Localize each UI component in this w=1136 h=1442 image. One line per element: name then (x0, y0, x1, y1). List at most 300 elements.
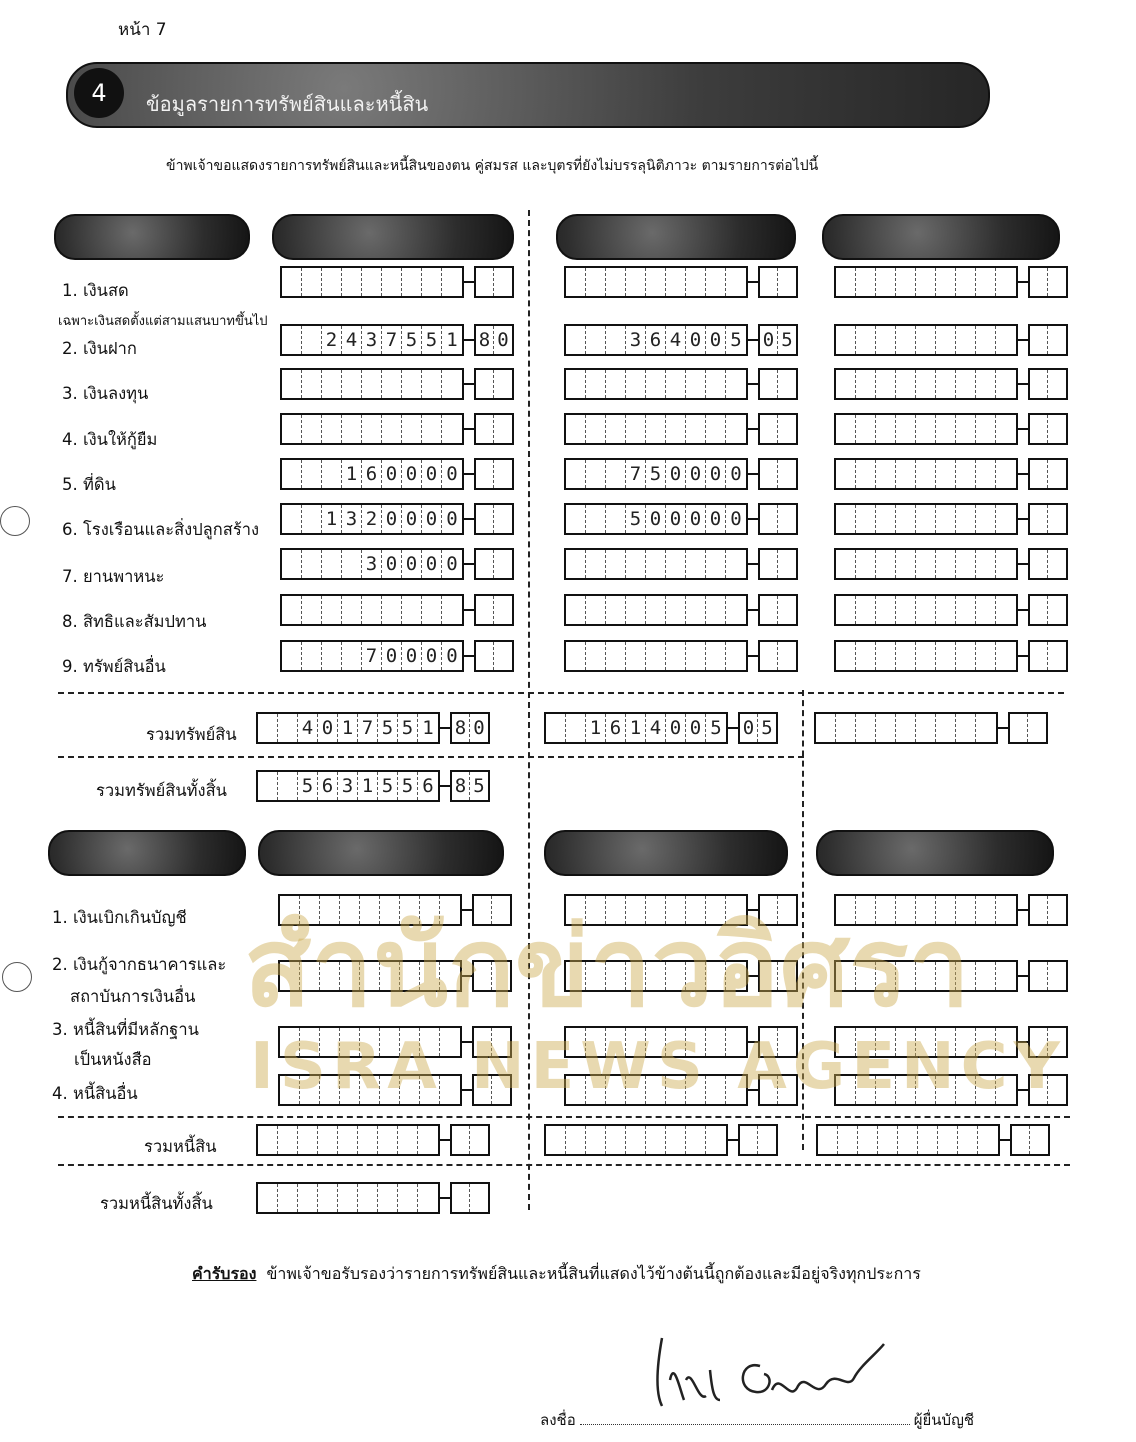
digit-cell (566, 550, 586, 578)
satang-boxes[interactable] (474, 640, 514, 672)
digit-cell: 3 (362, 550, 382, 578)
digit-cell (1048, 326, 1066, 354)
digit-cell (896, 642, 916, 670)
digit-cell (956, 642, 976, 670)
asset-children-amount[interactable] (834, 413, 1068, 445)
asset-spouse-amount[interactable] (564, 458, 798, 490)
digit-cell (956, 415, 976, 443)
baht-boxes[interactable] (280, 640, 464, 672)
baht-boxes[interactable] (280, 548, 464, 580)
asset-filer-amount[interactable] (280, 413, 514, 445)
digit-cell (726, 268, 746, 296)
digit-cell: 0 (666, 714, 686, 742)
asset-children-amount[interactable] (834, 324, 1068, 356)
digit-cell (740, 1126, 758, 1154)
asset-grand-total[interactable] (256, 770, 490, 802)
satang-boxes[interactable] (1008, 712, 1048, 744)
digit-cell (760, 550, 778, 578)
digit-cell (302, 550, 322, 578)
digit-cell: 6 (362, 460, 382, 488)
baht-boxes[interactable] (564, 266, 748, 298)
signature-suffix: ผู้ยื่นบัญชี (913, 1411, 975, 1429)
digit-cell (646, 1126, 666, 1154)
baht-boxes[interactable] (256, 1182, 440, 1214)
digit-cell: 0 (402, 642, 422, 670)
digit-cell (606, 370, 626, 398)
satang-boxes[interactable] (1028, 458, 1068, 490)
asset-header-item (54, 214, 250, 260)
digit-cell (646, 550, 666, 578)
digit-cell (976, 415, 996, 443)
certification (192, 1262, 921, 1287)
liability-subtotal-label: รวมหนี้สิน (144, 1137, 217, 1156)
baht-boxes[interactable] (564, 413, 748, 445)
digit-cell: 1 (338, 714, 358, 742)
row-divider (58, 1116, 1070, 1118)
digit-cell (836, 268, 856, 296)
digit-cell: 1 (422, 717, 434, 739)
digit-cell (936, 505, 956, 533)
digit-cell: 0 (446, 508, 458, 530)
satang-boxes[interactable] (1028, 894, 1068, 926)
certification-heading: คำรับรอง (192, 1264, 257, 1283)
digit-cell (452, 1184, 470, 1212)
digit-cell (836, 415, 856, 443)
digit-cell: 0 (686, 714, 706, 742)
digit-cell (916, 642, 936, 670)
satang-boxes[interactable] (758, 503, 798, 535)
digit-cell (606, 642, 626, 670)
punch-hole (2, 962, 32, 992)
satang-boxes[interactable] (1028, 324, 1068, 356)
baht-boxes[interactable] (564, 594, 748, 626)
asset-spouse-amount[interactable] (564, 640, 798, 672)
digit-cell (626, 1126, 646, 1154)
baht-boxes[interactable] (280, 503, 464, 535)
digit-cell (1048, 268, 1066, 296)
baht-boxes[interactable] (564, 503, 748, 535)
digit-cell (726, 415, 746, 443)
asset-filer-amount[interactable] (280, 503, 514, 535)
satang-boxes[interactable] (758, 640, 798, 672)
digit-cell (876, 596, 896, 624)
baht-boxes[interactable] (256, 770, 440, 802)
satang-boxes[interactable] (758, 594, 798, 626)
digit-cell (876, 714, 896, 742)
digit-cell (302, 370, 322, 398)
digit-cell (566, 642, 586, 670)
digit-cell (760, 460, 778, 488)
asset-children-amount[interactable] (834, 266, 1068, 298)
digit-cell: 1 (446, 329, 458, 351)
asset-children-amount[interactable] (834, 640, 1068, 672)
satang-boxes[interactable] (1028, 413, 1068, 445)
digit-cell (342, 550, 362, 578)
digit-cell (1048, 415, 1066, 443)
baht-boxes[interactable] (544, 1124, 728, 1156)
digit-cell (896, 714, 916, 742)
asset-filer-amount[interactable] (280, 266, 514, 298)
baht-boxes[interactable] (834, 640, 1018, 672)
digit-cell (1048, 505, 1066, 533)
digit-cell (1030, 415, 1048, 443)
digit-cell: 3 (626, 326, 646, 354)
baht-boxes[interactable] (564, 548, 748, 580)
digit-cell: 3 (342, 505, 362, 533)
page-number: หน้า 7 (118, 20, 167, 40)
baht-boxes[interactable] (256, 712, 440, 744)
liability-label-cont: สถาบันการเงินอื่น (70, 987, 196, 1006)
liability-label: 1. เงินเบิกเกินบัญชี (52, 908, 187, 927)
digit-cell: 2 (322, 326, 342, 354)
digit-cell (976, 642, 996, 670)
digit-cell (706, 550, 726, 578)
digit-cell: 0 (706, 460, 726, 488)
digit-cell (362, 370, 382, 398)
digit-cell (606, 326, 626, 354)
baht-boxes[interactable] (834, 368, 1018, 400)
digit-cell: 0 (646, 505, 666, 533)
baht-boxes[interactable] (834, 324, 1018, 356)
satang-boxes[interactable] (474, 413, 514, 445)
digit-cell (876, 642, 896, 670)
digit-cell (916, 370, 936, 398)
digit-cell (666, 596, 686, 624)
digit-cell (666, 550, 686, 578)
digit-cell (1030, 268, 1048, 296)
asset-subtotal-children[interactable] (814, 712, 1048, 744)
digit-cell (1030, 642, 1048, 670)
baht-boxes[interactable] (814, 712, 998, 744)
digit-cell (338, 1126, 358, 1154)
digit-cell (422, 596, 442, 624)
satang-boxes[interactable] (474, 458, 514, 490)
digit-cell (976, 505, 996, 533)
digit-cell (976, 326, 996, 354)
digit-cell (936, 268, 956, 296)
satang-boxes[interactable] (758, 324, 798, 356)
digit-cell (956, 550, 976, 578)
satang-boxes[interactable] (474, 266, 514, 298)
satang-boxes[interactable] (738, 712, 778, 744)
satang-boxes[interactable] (1028, 368, 1068, 400)
digit-cell: 5 (473, 775, 485, 797)
digit-cell (382, 596, 402, 624)
digit-cell (996, 962, 1016, 990)
satang-boxes[interactable] (758, 266, 798, 298)
digit-cell (896, 370, 916, 398)
satang-boxes[interactable] (1028, 640, 1068, 672)
satang-boxes[interactable] (474, 548, 514, 580)
satang-boxes[interactable] (474, 594, 514, 626)
digit-cell (378, 1184, 398, 1212)
digit-cell (322, 268, 342, 296)
digit-cell (896, 596, 916, 624)
digit-cell (494, 370, 512, 398)
asset-subtotal-spouse[interactable] (544, 712, 778, 744)
digit-cell: 5 (781, 329, 793, 351)
digit-cell: 5 (298, 772, 318, 800)
digit-cell (838, 1126, 858, 1154)
digit-cell: 0 (706, 326, 726, 354)
satang-boxes[interactable] (474, 324, 514, 356)
digit-cell (976, 596, 996, 624)
digit-cell (976, 370, 996, 398)
asset-children-amount[interactable] (834, 548, 1068, 580)
digit-cell (876, 370, 896, 398)
baht-boxes[interactable] (280, 266, 464, 298)
digit-cell (976, 460, 996, 488)
digit-cell (876, 505, 896, 533)
digit-cell (876, 326, 896, 354)
baht-boxes[interactable] (280, 458, 464, 490)
baht-boxes[interactable] (256, 1124, 440, 1156)
digit-cell (1048, 962, 1066, 990)
digit-cell (996, 550, 1016, 578)
satang-boxes[interactable] (758, 548, 798, 580)
liability-subtotal-children[interactable] (816, 1124, 1050, 1156)
satang-boxes[interactable] (758, 458, 798, 490)
digit-cell (342, 642, 362, 670)
digit-cell (836, 550, 856, 578)
digit-cell (896, 268, 916, 296)
asset-filer-amount[interactable] (280, 368, 514, 400)
baht-boxes[interactable] (280, 368, 464, 400)
digit-cell (1030, 370, 1048, 398)
satang-boxes[interactable] (738, 1124, 778, 1156)
digit-cell (996, 370, 1016, 398)
digit-cell (856, 596, 876, 624)
satang-boxes[interactable] (450, 1182, 490, 1214)
digit-cell (666, 370, 686, 398)
digit-cell (494, 596, 512, 624)
digit-cell (418, 1126, 438, 1154)
digit-cell: 1 (586, 714, 606, 742)
liability-label: 2. เงินกู้จากธนาคารและ (52, 955, 227, 974)
digit-cell: 6 (646, 326, 666, 354)
digit-cell: 0 (318, 714, 338, 742)
baht-boxes[interactable] (834, 458, 1018, 490)
digit-cell (858, 1126, 878, 1154)
asset-children-amount[interactable] (834, 503, 1068, 535)
liability-subtotal-spouse[interactable] (544, 1124, 778, 1156)
satang-boxes[interactable] (1028, 266, 1068, 298)
asset-label: 4. เงินให้กู้ยืม (62, 430, 158, 449)
section-number: 4 (74, 68, 124, 118)
digit-cell (302, 326, 322, 354)
digit-cell (494, 642, 512, 670)
liability-subtotal-filer[interactable] (256, 1124, 490, 1156)
digit-cell: 5 (398, 772, 418, 800)
digit-cell (282, 415, 302, 443)
satang-boxes[interactable] (1028, 960, 1068, 992)
digit-cell (476, 460, 494, 488)
asset-spouse-amount[interactable] (564, 368, 798, 400)
digit-cell (856, 415, 876, 443)
satang-boxes[interactable] (450, 1124, 490, 1156)
digit-cell (726, 596, 746, 624)
digit-cell (586, 642, 606, 670)
digit-cell (586, 596, 606, 624)
digit-cell (494, 268, 512, 296)
asset-children-amount[interactable] (834, 594, 1068, 626)
digit-cell (976, 550, 996, 578)
satang-boxes[interactable] (1028, 503, 1068, 535)
baht-boxes[interactable] (834, 503, 1018, 535)
digit-cell (996, 415, 1016, 443)
digit-cell (606, 415, 626, 443)
digit-cell (322, 370, 342, 398)
digit-cell (298, 1126, 318, 1154)
digit-cell (302, 596, 322, 624)
digit-cell (282, 326, 302, 354)
digit-cell (476, 550, 494, 578)
asset-label: 3. เงินลงทุน (62, 384, 149, 403)
liability-header-filer (258, 830, 504, 876)
asset-spouse-amount[interactable] (564, 413, 798, 445)
digit-cell (646, 415, 666, 443)
satang-boxes[interactable] (450, 770, 490, 802)
digit-cell (778, 505, 796, 533)
digit-cell (936, 370, 956, 398)
digit-cell (666, 1126, 686, 1154)
baht-boxes[interactable] (564, 324, 748, 356)
digit-cell (706, 642, 726, 670)
digit-cell: 0 (422, 642, 442, 670)
baht-boxes[interactable] (834, 594, 1018, 626)
digit-cell (918, 1126, 938, 1154)
signature-prefix: ลงชื่อ (540, 1411, 576, 1429)
digit-cell (760, 642, 778, 670)
signature-line (540, 1408, 974, 1432)
digit-cell: 4 (666, 326, 686, 354)
asset-subtotal-filer[interactable] (256, 712, 490, 744)
digit-cell (760, 268, 778, 296)
watermark-thai: สำนักข่าวอิศรา (244, 903, 971, 1031)
digit-cell (476, 415, 494, 443)
liability-grand-total[interactable] (256, 1182, 490, 1214)
liability-label: 3. หนี้สินที่มีหลักฐาน (52, 1020, 199, 1039)
satang-boxes[interactable] (474, 368, 514, 400)
asset-filer-amount[interactable] (280, 324, 514, 356)
digit-cell: 0 (422, 505, 442, 533)
digit-cell (342, 268, 362, 296)
digit-cell: 0 (666, 460, 686, 488)
digit-cell (958, 1126, 978, 1154)
row-divider (58, 1164, 1070, 1166)
baht-boxes[interactable] (834, 548, 1018, 580)
asset-grand-total-label: รวมทรัพย์สินทั้งสิ้น (96, 781, 227, 800)
digit-cell: 0 (446, 553, 458, 575)
asset-filer-amount[interactable] (280, 594, 514, 626)
digit-cell (418, 1184, 438, 1212)
asset-filer-amount[interactable] (280, 458, 514, 490)
baht-boxes[interactable] (816, 1124, 1000, 1156)
digit-cell (726, 550, 746, 578)
asset-spouse-amount[interactable] (564, 503, 798, 535)
digit-cell: 3 (338, 772, 358, 800)
asset-label: 1. เงินสด (62, 281, 129, 300)
digit-cell (1030, 896, 1048, 924)
baht-boxes[interactable] (564, 458, 748, 490)
digit-cell: 0 (382, 460, 402, 488)
digit-cell (896, 550, 916, 578)
digit-cell (876, 460, 896, 488)
asset-spouse-amount[interactable] (564, 324, 798, 356)
digit-cell (818, 1126, 838, 1154)
satang-boxes[interactable] (1010, 1124, 1050, 1156)
baht-boxes[interactable] (280, 594, 464, 626)
baht-boxes[interactable] (280, 324, 464, 356)
digit-cell (896, 326, 916, 354)
digit-cell (586, 268, 606, 296)
digit-cell (494, 415, 512, 443)
digit-cell (956, 714, 976, 742)
digit-cell: 0 (760, 326, 778, 354)
digit-cell (302, 268, 322, 296)
asset-children-amount[interactable] (834, 458, 1068, 490)
digit-cell (646, 268, 666, 296)
digit-cell (856, 505, 876, 533)
digit-cell (322, 460, 342, 488)
digit-cell: 0 (382, 505, 402, 533)
baht-boxes[interactable] (834, 266, 1018, 298)
asset-filer-amount[interactable] (280, 640, 514, 672)
digit-cell (760, 415, 778, 443)
baht-boxes[interactable] (280, 413, 464, 445)
digit-cell (778, 596, 796, 624)
digit-cell (278, 714, 298, 742)
digit-cell (358, 1126, 378, 1154)
baht-boxes[interactable] (834, 413, 1018, 445)
asset-filer-amount[interactable] (280, 548, 514, 580)
asset-spouse-amount[interactable] (564, 548, 798, 580)
digit-cell (322, 415, 342, 443)
asset-spouse-amount[interactable] (564, 594, 798, 626)
digit-cell (686, 596, 706, 624)
digit-cell (836, 714, 856, 742)
digit-cell (1030, 1126, 1048, 1154)
digit-cell (706, 370, 726, 398)
digit-cell (876, 415, 896, 443)
digit-cell (302, 642, 322, 670)
baht-boxes[interactable] (544, 712, 728, 744)
asset-children-amount[interactable] (834, 368, 1068, 400)
digit-cell (646, 370, 666, 398)
row-divider (58, 692, 1064, 694)
satang-boxes[interactable] (758, 413, 798, 445)
satang-boxes[interactable] (758, 368, 798, 400)
digit-cell: 4 (342, 326, 362, 354)
baht-boxes[interactable] (564, 368, 748, 400)
digit-cell (856, 460, 876, 488)
digit-cell: 4 (298, 714, 318, 742)
digit-cell (706, 596, 726, 624)
liability-header-spouse (544, 830, 788, 876)
satang-boxes[interactable] (450, 712, 490, 744)
satang-boxes[interactable] (1028, 594, 1068, 626)
digit-cell (666, 415, 686, 443)
digit-cell (442, 415, 462, 443)
digit-cell (1048, 550, 1066, 578)
satang-boxes[interactable] (1028, 548, 1068, 580)
digit-cell: 7 (382, 326, 402, 354)
digit-cell (452, 1126, 470, 1154)
satang-boxes[interactable] (474, 503, 514, 535)
baht-boxes[interactable] (564, 640, 748, 672)
asset-spouse-amount[interactable] (564, 266, 798, 298)
digit-cell (976, 962, 996, 990)
